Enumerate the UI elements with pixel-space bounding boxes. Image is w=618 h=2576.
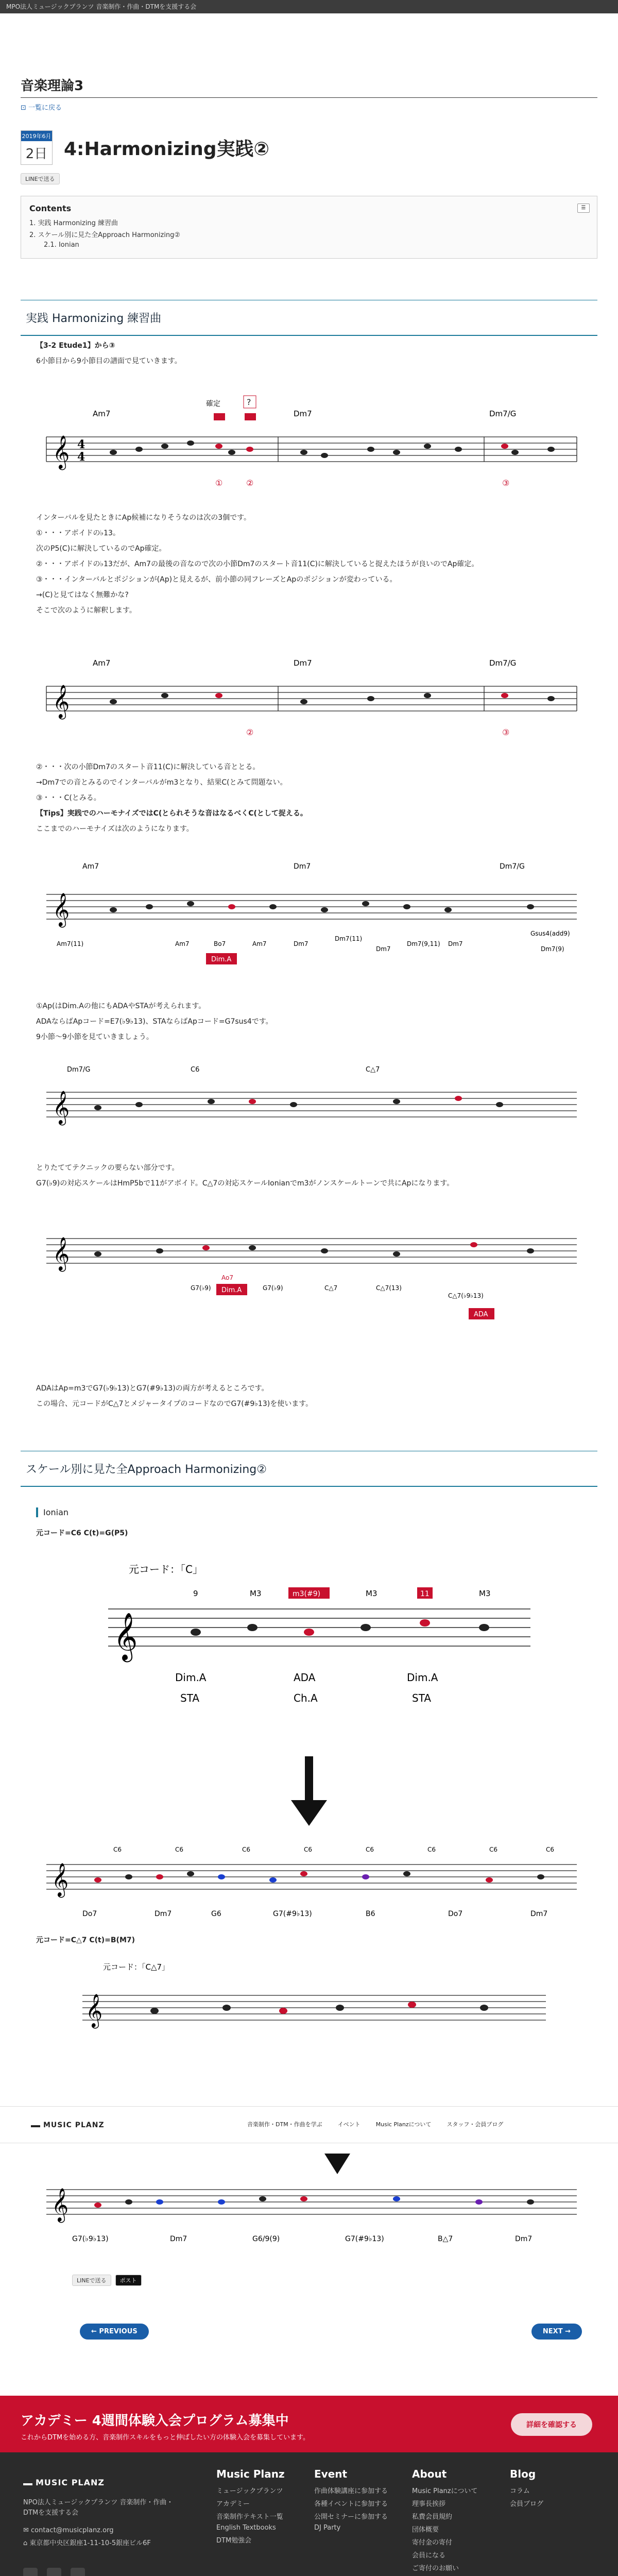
nav-item-learn[interactable]: 音楽制作・DTM・作曲を学ぶ — [247, 2121, 322, 2128]
chord-label: G7(#9♭13) — [345, 2235, 384, 2243]
paragraph: →(C)と見てはなく無難かな? — [36, 591, 129, 599]
chord-label: G7(♭9) — [191, 1284, 211, 1292]
treble-clef-icon: 𝄞 — [53, 685, 70, 718]
chord-label: Am7(11) — [57, 940, 84, 947]
promo-banner — [0, 2396, 618, 2452]
chord-label: Dm7 — [170, 2235, 187, 2243]
footer-link[interactable]: DJ Party — [314, 2524, 341, 2532]
site-header — [0, 2106, 618, 2143]
interval-label: M3 — [479, 1589, 491, 1598]
x-post-button[interactable]: ポスト — [115, 2275, 142, 2286]
circle-label: ① — [215, 478, 223, 488]
prev-button[interactable]: ← PREVIOUS — [80, 2324, 149, 2340]
post-title: 4:Harmonizing実践② — [64, 139, 270, 160]
chord-label: Do7 — [82, 1910, 97, 1918]
footer-link[interactable]: DTM勉強会 — [216, 2537, 252, 2545]
chord-label: B△7 — [438, 2235, 453, 2243]
chord-label: C6 — [113, 1846, 122, 1853]
back-icon: ⊡ — [21, 104, 29, 112]
chord-label: B6 — [366, 1910, 375, 1918]
nav-item-blog[interactable]: スタッフ・会員ブログ — [447, 2121, 504, 2128]
chord-label: Dm7(9,11) — [407, 940, 440, 947]
category-title: 音楽理論3 — [21, 75, 597, 98]
footer-link[interactable]: English Textbooks — [216, 2524, 276, 2532]
footer-col-blog — [510, 2468, 543, 2511]
location-icon: ⌂ — [23, 2539, 30, 2547]
paragraph: この場合、元コードがC△7とメジャータイプのコードなのでG7(#9♭13)を使います。 — [36, 1400, 313, 1408]
tips: 【Tips】実践でのハーモナイズではC(とられそうな音はなるべくC(として捉える。 — [36, 809, 307, 818]
interval-label: M3 — [366, 1589, 377, 1598]
footer-link[interactable]: 各種イベントに参加する — [314, 2500, 388, 2508]
footer-email[interactable]: contact@musicplanz.org — [31, 2527, 114, 2534]
chord-label: Am7 — [175, 940, 190, 947]
score-harmonized-c6 — [36, 1839, 582, 1926]
footer-logo-icon — [23, 2476, 32, 2485]
line-share-button[interactable]: LINEで送る — [72, 2275, 111, 2286]
score-excerpt-1 — [36, 375, 582, 504]
interval-label: 9 — [193, 1589, 198, 1598]
time-sig-top: 4 — [77, 438, 85, 451]
interval-label: M3 — [250, 1589, 262, 1598]
chord-label: Dm7 — [448, 940, 463, 947]
ap-tag — [214, 413, 225, 420]
next-button[interactable]: NEXT → — [531, 2324, 582, 2340]
chord-label: Dm7 — [154, 1910, 172, 1918]
footer-link[interactable]: アカデミー — [216, 2500, 250, 2508]
chord-label: C6 — [304, 1846, 313, 1853]
chord-label: Am7 — [82, 862, 99, 871]
social-icon-1[interactable] — [23, 2568, 38, 2576]
logo-text: MUSIC PLANZ — [43, 2121, 105, 2129]
footer-link[interactable]: 会員ブログ — [510, 2500, 544, 2508]
chord-rule: 元コード=C△7 C(t)=B(M7) — [36, 1936, 135, 1944]
date-month: 2019年6月 — [21, 131, 52, 141]
chord-label: Dm7 — [294, 658, 312, 668]
paragraph: ②・・・アボイドの♭13だが、Am7の最後の音なので次の小節Dm7のスタート音11(C)に解決していると捉えたほうが良いのでAp確定。 — [36, 560, 479, 568]
logo-mark-icon — [31, 2118, 40, 2127]
paragraph: ADAはAp=m3でG7(♭9♭13)とG7(#9♭13)の両方が考えるところです。 — [36, 1384, 269, 1393]
footer-col-title: Music Planz — [216, 2468, 285, 2480]
treble-clef-icon: 𝄞 — [53, 893, 70, 926]
dim-a-label: Dim.A — [221, 1286, 242, 1294]
back-to-list-link[interactable] — [21, 102, 62, 112]
paragraph: ③・・・C(とみる。 — [36, 794, 101, 802]
chord-label: Dm7 — [530, 1910, 548, 1918]
paragraph: ②・・・次の小節Dm7のスタート音11(C)に解決している音ととる。 — [36, 763, 260, 771]
treble-clef-icon: 𝄞 — [52, 1863, 69, 1896]
function-label: Ch.A — [294, 1692, 318, 1704]
chord-label: Am7 — [252, 940, 267, 947]
chord-label: C6 — [427, 1846, 436, 1853]
ap-notes — [215, 444, 508, 452]
chord-label: C△7 — [366, 1066, 380, 1074]
footer-link[interactable]: 公開セミナーに参加する — [314, 2513, 388, 2521]
footer-link[interactable]: 会員になる — [412, 2552, 446, 2560]
score-excerpt-3 — [36, 843, 582, 992]
paragraph: 9小節〜9小節を見ていきましょう。 — [36, 1033, 153, 1041]
score-big-c — [77, 1547, 541, 1743]
interval-label: 11 — [420, 1590, 430, 1598]
chord-label: G7(#9♭13) — [273, 1910, 312, 1918]
chord-label: Am7 — [93, 658, 111, 668]
top-bar: MPO法人ミュージックプランツ 音楽制作・作曲・DTMを支援する会 — [0, 0, 618, 13]
footer-col-event — [314, 2468, 388, 2535]
chord-label: Ao7 — [221, 1274, 233, 1281]
etude-label: 【3-2 Etude1】から③ — [36, 342, 115, 350]
social-icon-2[interactable] — [47, 2568, 61, 2576]
footer-link[interactable]: ミュージックプランツ — [216, 2487, 283, 2495]
subsection-heading: Ionian — [36, 1507, 582, 1517]
chord-label: Dm7/G — [67, 1066, 91, 1074]
toc-item-1[interactable]: 1. 実践 Harmonizing 練習曲 — [29, 219, 118, 227]
paragraph: とりたててテクニックの要らない部分です。 — [36, 1164, 179, 1172]
function-label: Dim.A — [175, 1671, 207, 1684]
chord-label: G7(♭9) — [263, 1284, 283, 1292]
chord-label: Dm7 — [294, 862, 311, 871]
chord-label: Dm7 — [376, 945, 391, 953]
chord-label: C△7(13) — [376, 1284, 402, 1292]
footer-link[interactable]: 理事長挨拶 — [412, 2500, 446, 2508]
big-title: 元コード：「C」 — [129, 1563, 203, 1575]
social-icon-3[interactable] — [71, 2568, 85, 2576]
chord-label: Bo7 — [214, 940, 226, 947]
footer-link[interactable]: 私費会員規約 — [412, 2513, 453, 2521]
big-title: 元コード：「C△7」 — [103, 1962, 170, 1972]
footer-col-title: Blog — [510, 2468, 536, 2480]
staff-lines — [46, 437, 577, 462]
score-harmonized-cmaj7 — [36, 2148, 582, 2251]
date-badge — [21, 130, 53, 165]
chord-label: C6 — [242, 1846, 251, 1853]
chord-label: G7(♭9♭13) — [72, 2235, 109, 2243]
chord-label: C6 — [175, 1846, 184, 1853]
circle-label: ② — [246, 478, 254, 488]
chord-rule: 元コード=C6 C(t)=G(P5) — [36, 1529, 128, 1537]
footer-link[interactable]: 寄付金の寄付 — [412, 2539, 453, 2547]
chord-label: Am7 — [93, 409, 111, 418]
footer-description: NPO法人ミュージックプランツ 音楽制作・作曲・DTMを支援する会 — [23, 2499, 174, 2517]
chord-label: C△7(♭9♭13) — [448, 1292, 484, 1299]
toc-item-2-1[interactable]: 2.1. Ionian — [44, 241, 79, 249]
footer-link[interactable]: Music Planzについて — [412, 2487, 478, 2495]
function-label: STA — [412, 1692, 432, 1704]
mail-icon: ✉ — [23, 2527, 31, 2534]
footer-address: 東京都中央区銀座1-11-10-5銀座ビル6F — [29, 2539, 151, 2547]
footer-logo[interactable]: MUSIC PLANZ — [36, 2478, 105, 2487]
date-day: 2日 — [25, 146, 48, 162]
chord-label: Dm7 — [294, 409, 312, 418]
footer-col-title: Event — [314, 2468, 348, 2480]
function-label: ADA — [294, 1671, 316, 1684]
banner-subtitle: これからDTMを始める方、音楽制作スキルをもっと伸ばしたい方の体験入会を募集しています。 — [21, 2434, 310, 2442]
paragraph: インターバルを見たときにAp候補になりそうなのは次の3個です。 — [36, 514, 251, 522]
section-heading-2: スケール別に見た全Approach Harmonizing② — [21, 1451, 597, 1487]
paragraph: ①Ap(はDim.Aの他にもADAやSTAが考えられます。 — [36, 1002, 206, 1010]
footer-link[interactable]: 団体概要 — [412, 2526, 439, 2534]
chord-label: G6 — [211, 1910, 221, 1918]
confirmed-label: 確定 — [206, 400, 220, 408]
nav-item-event[interactable]: イベント — [337, 2121, 360, 2128]
site-footer — [0, 2452, 618, 2576]
chord-label: Dm7/G — [489, 409, 517, 418]
footer-link[interactable]: 作曲体験講座に参加する — [314, 2487, 388, 2495]
chord-label: G6/9(9) — [252, 2235, 280, 2243]
treble-clef-icon: 𝄞 — [53, 435, 70, 469]
site-logo[interactable] — [31, 2118, 105, 2129]
chord-label: C6 — [191, 1066, 200, 1074]
paragraph: 6小節目から9小節目の譜面で見ていきます。 — [36, 357, 182, 365]
share-buttons — [72, 2275, 142, 2286]
paragraph: そこで次のように解釈します。 — [36, 606, 136, 615]
treble-clef-icon: 𝄞 — [52, 2188, 69, 2222]
footer-col-about — [412, 2468, 477, 2576]
paragraph: →Dm7での音とみるのでインターバルがm3となり、結果C(とみて問題ない。 — [36, 778, 287, 787]
paragraph: ここまでのハーモナイズは次のようになります。 — [36, 825, 194, 833]
chord-label: Dm7/G — [500, 862, 525, 871]
down-arrow-icon — [36, 1751, 582, 1828]
score-big-cmaj7 — [52, 1954, 566, 2037]
nav-item-about[interactable]: Music Planzについて — [375, 2121, 432, 2128]
footer-col-music-planz — [216, 2468, 285, 2548]
banner-detail-button[interactable]: 詳細を確認する — [511, 2413, 592, 2436]
score-excerpt-2 — [36, 624, 582, 753]
ada-label: ADA — [474, 1311, 488, 1318]
toc-toggle-icon[interactable]: ☰ — [577, 204, 590, 213]
footer-link[interactable]: 音楽制作テキスト一覧 — [216, 2513, 283, 2521]
footer-link[interactable]: コラム — [510, 2487, 530, 2495]
ap-tag — [245, 413, 256, 420]
table-of-contents — [21, 196, 597, 259]
dim-a-label: Dim.A — [211, 956, 232, 963]
chord-label: C6 — [489, 1846, 498, 1853]
paragraph: ③・・・インターバルとポジションが(Ap)と見えるが、前小節の同フレーズとApのポジションが変わっている。 — [36, 575, 397, 584]
down-arrow-icon — [324, 2154, 350, 2174]
pagination — [80, 2324, 582, 2340]
line-share-button[interactable]: LINEで送る — [21, 173, 60, 184]
paragraph: G7(♭9)の対応スケールはHmP5bで11がアボイド。C△7の対応スケールIonianでm3がノンスケールトーンで共にApになります。 — [36, 1179, 454, 1188]
chord-label: C△7 — [324, 1284, 338, 1292]
question-mark: ? — [247, 397, 251, 407]
footer-link[interactable]: ご寄付のお願い — [412, 2565, 459, 2572]
paragraph: ①・・・アボイドの♭13。 — [36, 529, 120, 537]
chord-label: Dm7 — [515, 2235, 533, 2243]
banner-title: アカデミー 4週間体験入会プログラム募集中 — [21, 2413, 289, 2429]
circle-label: ③ — [502, 478, 510, 488]
back-link-label: 一覧に戻る — [28, 104, 62, 112]
interval-label: m3(#9) — [293, 1590, 321, 1598]
score-excerpt-5 — [36, 1197, 582, 1352]
chord-label: C6 — [366, 1846, 374, 1853]
section-heading-1: 実践 Harmonizing 練習曲 — [21, 300, 597, 336]
chord-label: Dm7 — [294, 940, 308, 947]
treble-clef-icon: 𝄞 — [113, 1612, 138, 1660]
treble-clef-icon: 𝄞 — [85, 1994, 103, 2027]
chord-label: C6 — [546, 1846, 555, 1853]
toc-title: Contents — [29, 204, 72, 213]
chord-label: Dm7(11) — [335, 935, 363, 942]
chord-label: Dm7(9) — [541, 945, 564, 953]
treble-clef-icon: 𝄞 — [53, 1091, 70, 1124]
circle-label: ② — [246, 727, 254, 737]
function-label: Dim.A — [407, 1671, 438, 1684]
paragraph: ADAならばApコード=E7(♭9♭13)、STAならばApコード=G7sus4です。 — [36, 1018, 273, 1026]
circle-label: ③ — [502, 727, 510, 737]
score-excerpt-4 — [36, 1051, 582, 1154]
function-label: STA — [180, 1692, 200, 1704]
chord-label: Do7 — [448, 1910, 463, 1918]
time-sig-bottom: 4 — [77, 450, 85, 464]
chord-label: Dm7/G — [489, 658, 517, 668]
toc-item-2[interactable]: 2. スケール別に見た全Approach Harmonizing② — [29, 231, 181, 239]
footer-col-title: About — [412, 2468, 447, 2480]
treble-clef-icon: 𝄞 — [53, 1237, 70, 1270]
chord-label: Gsus4(add9) — [530, 930, 570, 937]
paragraph: 次のP5(C)に解決しているのでAp確定。 — [36, 545, 166, 553]
